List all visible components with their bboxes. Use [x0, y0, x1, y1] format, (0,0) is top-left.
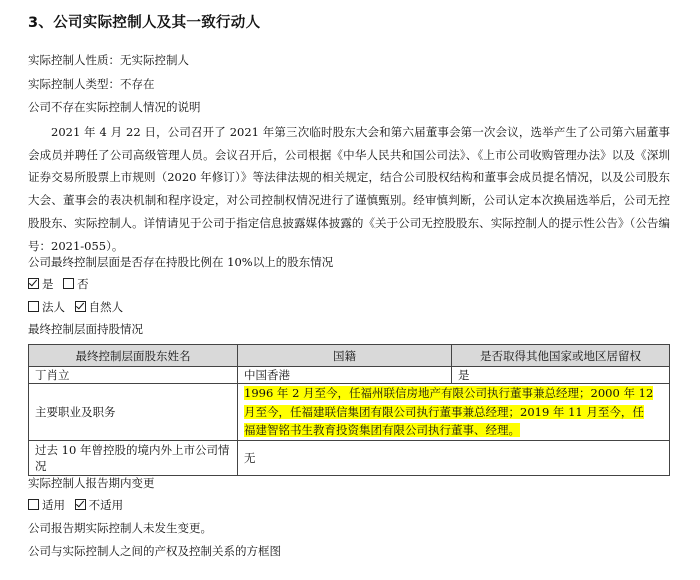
legal-person-checkbox[interactable]: [28, 301, 39, 312]
career-line: 福建智铭书生教育投资集团有限公司执行董事、经理。: [244, 423, 520, 437]
explanation-paragraph: 2021 年 4 月 22 日，公司召开了 2021 年第三次临时股东大会和第六届董事会第一次会议，选举产生了公司第六届董事会成员并聘任了公司高级管理人员。会议召开后，公司根据《中华人民共和国公司法》、《上市公司收购管理办法》以及《深圳证券交易所股票上市规则（2020 年修订）》等法律法规的相关规定，结合公司股权结构和董事会成员提名情况，以及公司股东大会、董事会的表决机制和程序设定，对公司控制权情况进行了谨慎甄别。经审慎判断，公司认定本次换届选举后，公司无控股股东、实际控制人。详情请见于公司于指定信息披露媒体披露的《关于公司无控股股东、实际控制人的提示性公告》（公告编号：2021-055）。: [28, 125, 670, 253]
holder-nationality: 中国香港: [238, 367, 452, 384]
past-holdings-value: 无: [238, 440, 670, 475]
explanation-title: 公司不存在实际控制人情况的说明: [28, 100, 201, 114]
table-row: [29, 384, 670, 441]
yes-label: 是: [42, 277, 54, 291]
career-line: 月至今，任福建联信集团有限公司执行董事兼总经理；2019 年 11 月至今，任: [244, 404, 644, 419]
career-line: 1996 年 2 月至今，任福州联信房地产有限公司执行董事兼总经理；2000 年 12: [244, 386, 654, 400]
holder-table: [28, 344, 670, 476]
holder-question: 公司最终控制层面是否存在持股比例在 10%以上的股东情况: [28, 255, 334, 269]
controller-type: 实际控制人类型：不存在: [28, 77, 155, 91]
table-row: [29, 367, 670, 384]
controller-nature: 实际控制人性质：无实际控制人: [28, 53, 189, 67]
career-label: 主要职业及职务: [29, 384, 238, 441]
change-title: 实际控制人报告期内变更: [28, 476, 155, 490]
diagram-title: 公司与实际控制人之间的产权及控制关系的方框图: [28, 544, 281, 558]
table-header-row: [29, 345, 670, 367]
not-applicable-checkbox[interactable]: [75, 499, 86, 510]
person-type-options: [28, 299, 123, 315]
section-title: 3、公司实际控制人及其一致行动人: [28, 15, 261, 31]
past-holdings-label: 过去 10 年曾控股的境内外上市公司情况: [29, 440, 238, 475]
change-text: 公司报告期实际控制人未发生变更。: [28, 521, 212, 535]
yes-no-options: [28, 276, 89, 292]
natural-person-checkbox[interactable]: [75, 301, 86, 312]
header-name: 最终控制层面股东姓名: [29, 345, 238, 367]
header-residency: 是否取得其他国家或地区居留权: [452, 345, 670, 367]
applicable-checkbox[interactable]: [28, 499, 39, 510]
yes-checkbox[interactable]: [28, 278, 39, 289]
legal-person-label: 法人: [42, 300, 65, 314]
applicable-options: [28, 497, 123, 513]
header-nationality: 国籍: [238, 345, 452, 367]
holder-name: 丁肖立: [29, 367, 238, 384]
natural-person-label: 自然人: [88, 300, 124, 314]
holder-residency: 是: [452, 367, 670, 384]
table-row: [29, 440, 670, 475]
career-value: [238, 384, 670, 441]
not-applicable-label: 不适用: [88, 498, 124, 512]
no-label: 否: [77, 277, 89, 291]
no-checkbox[interactable]: [63, 278, 74, 289]
applicable-label: 适用: [42, 498, 65, 512]
holding-title: 最终控制层面持股情况: [28, 322, 143, 336]
